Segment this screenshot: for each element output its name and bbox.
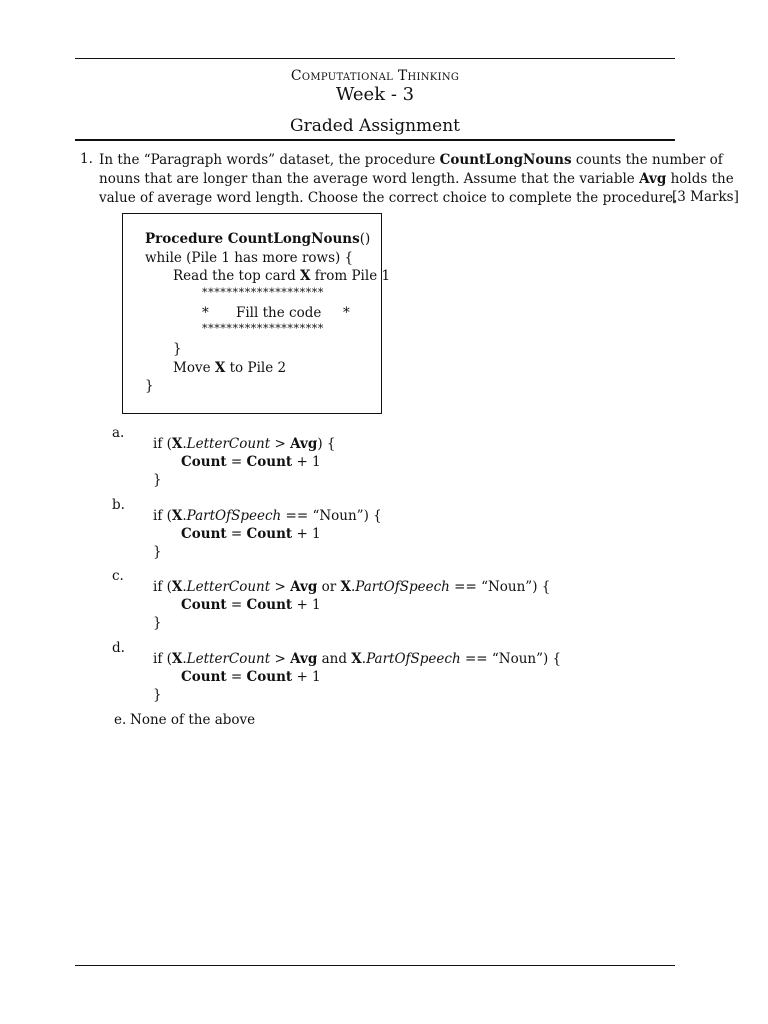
stars-bottom: ******************** (202, 322, 324, 335)
assignment-title: Graded Assignment (289, 116, 461, 136)
condition-part: . (182, 651, 187, 667)
condition-part: == “Noun”) { (281, 508, 382, 524)
option-body (181, 669, 321, 685)
condition-part: . (361, 651, 367, 667)
condition-part: if ( (153, 651, 172, 667)
option-letter[interactable]: a. (112, 425, 125, 441)
condition-part: == “Noun”) { (460, 651, 562, 667)
condition-part: and (317, 651, 352, 667)
condition-part: PartOfSpeech (355, 579, 450, 595)
move-text: to Pile 2 (225, 360, 287, 376)
question-number: 1. (80, 151, 93, 167)
condition-part: ) { (317, 436, 336, 452)
condition-part: PartOfSpeech (186, 508, 282, 524)
marks-label: [3 Marks] (672, 189, 739, 205)
condition-part: Avg (290, 579, 318, 595)
condition-part: X (171, 508, 183, 524)
plus-one: + 1 (292, 526, 321, 542)
read-text: Read the top card (173, 268, 301, 284)
fill-code-text: Fill the code (236, 305, 322, 321)
count-var: Count (181, 454, 227, 470)
condition-part: X (171, 651, 183, 667)
plus-one: + 1 (292, 597, 321, 613)
option-close-brace: } (153, 544, 162, 560)
condition-part: . (182, 508, 187, 524)
move-card-line (173, 360, 286, 376)
option-e-text[interactable]: None of the above (130, 712, 256, 728)
option-body (181, 526, 321, 542)
count-var: Count (246, 597, 293, 613)
variable-x: X (300, 268, 311, 284)
option-close-brace: } (153, 472, 162, 488)
count-var: Count (181, 597, 227, 613)
condition-part: LetterCount (186, 651, 271, 667)
question-text: holds the (666, 171, 734, 187)
count-var: Count (181, 669, 227, 685)
condition-part: X (340, 579, 351, 595)
option-condition[interactable] (153, 579, 550, 595)
count-var: Count (246, 526, 293, 542)
procedure-name: CountLongNouns (439, 152, 572, 168)
count-var: Count (246, 454, 293, 470)
condition-part: == “Noun”) { (449, 579, 551, 595)
equals-sign: = (226, 669, 247, 685)
option-condition[interactable] (153, 508, 382, 524)
condition-part: Avg (290, 651, 318, 667)
top-rule (75, 58, 675, 59)
question-line-3: value of average word length. Choose the correct choice to complete the procedure. (99, 190, 678, 206)
condition-part: X (351, 651, 362, 667)
condition-part: or (317, 579, 341, 595)
read-card-line (173, 268, 390, 284)
option-body (181, 597, 321, 613)
count-var: Count (246, 669, 293, 685)
count-var: Count (181, 526, 227, 542)
option-letter[interactable]: b. (112, 497, 125, 513)
procedure-name: CountLongNouns (227, 231, 360, 247)
equals-sign: = (226, 526, 247, 542)
condition-part: X (171, 579, 183, 595)
option-letter[interactable]: c. (112, 568, 124, 584)
option-letter[interactable]: d. (112, 640, 125, 656)
condition-part: LetterCount (186, 579, 271, 595)
procedure-header (145, 231, 370, 247)
option-e-letter[interactable]: e. (114, 712, 127, 728)
plus-one: + 1 (292, 669, 321, 685)
condition-part: . (350, 579, 356, 595)
variable-x: X (214, 360, 226, 376)
condition-part: if ( (153, 436, 172, 452)
condition-part: PartOfSpeech (366, 651, 461, 667)
fill-right-star: * (343, 305, 350, 321)
stars-top: ******************** (202, 286, 324, 299)
condition-part: > (270, 651, 291, 667)
condition-part: > (270, 579, 291, 595)
question-line-1 (99, 151, 723, 170)
condition-part: if ( (153, 508, 172, 524)
option-condition[interactable] (153, 651, 561, 667)
outer-close-brace: } (145, 378, 154, 394)
procedure-box (122, 213, 391, 414)
question-text: counts the number of (571, 152, 723, 168)
option-close-brace: } (153, 615, 162, 631)
condition-part: Avg (290, 436, 318, 452)
course-title: Computational Thinking (290, 68, 460, 84)
inner-close-brace: } (173, 341, 182, 357)
condition-part: . (182, 579, 187, 595)
move-text: Move (173, 360, 215, 376)
question-text: In the “Paragraph words” dataset, the procedure (99, 152, 440, 168)
header-rule (75, 139, 675, 141)
option-condition[interactable] (153, 436, 335, 452)
procedure-keyword: Procedure (145, 231, 228, 247)
equals-sign: = (226, 597, 247, 613)
read-text: from Pile 1 (310, 268, 391, 284)
condition-part: . (182, 436, 187, 452)
question-text: nouns that are longer than the average word length. Assume that the variable (99, 171, 640, 187)
footer-rule (75, 965, 675, 966)
condition-part: LetterCount (186, 436, 271, 452)
variable-avg: Avg (639, 171, 667, 187)
procedure-parens: () (359, 231, 371, 247)
option-body (181, 454, 321, 470)
condition-part: X (171, 436, 183, 452)
condition-part: > (270, 436, 291, 452)
week-label: Week - 3 (335, 84, 415, 105)
equals-sign: = (226, 454, 247, 470)
question-line-2 (99, 170, 734, 189)
while-line: while (Pile 1 has more rows) { (145, 250, 354, 266)
condition-part: if ( (153, 579, 172, 595)
fill-left-star: * (202, 305, 209, 321)
option-close-brace: } (153, 687, 162, 703)
plus-one: + 1 (292, 454, 321, 470)
